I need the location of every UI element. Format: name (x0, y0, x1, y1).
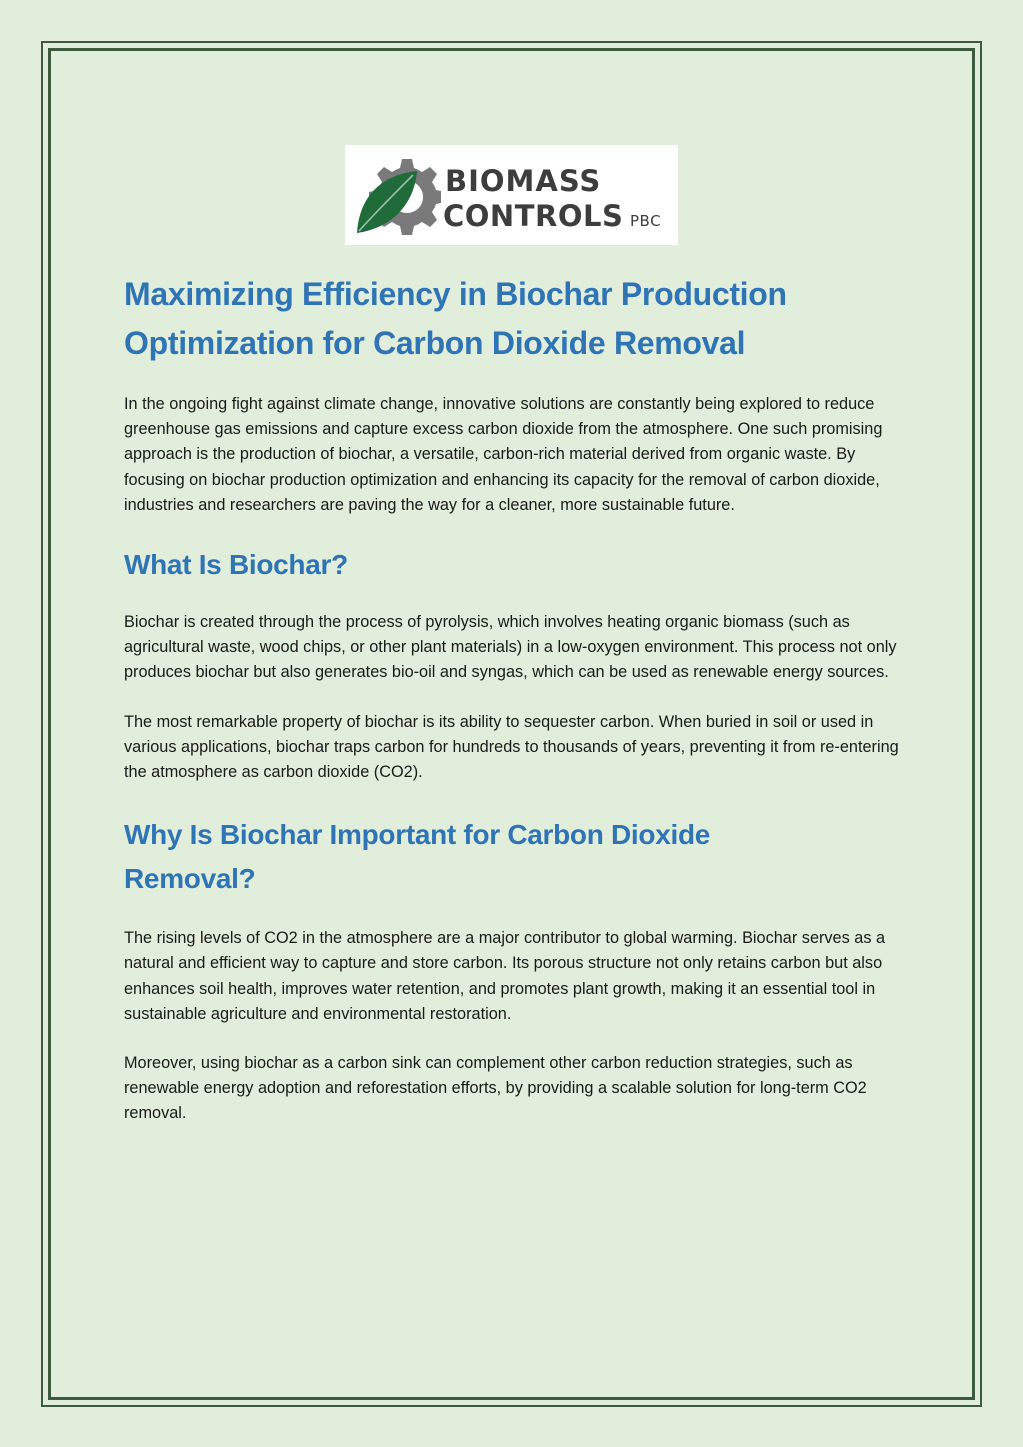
section-2-paragraph-1: The rising levels of CO2 in the atmosphere are a major contributor to global warming. Biochar serves as a natural and efficient way to capture and store carbon. Its porous structure not only retains carbon but also enhances soil health, improves water retention, and promotes plant growth, making it an essential tool in sustainable agriculture and environmental restoration. (124, 929, 886, 1023)
logo-text-biomass: BIOMASS (445, 164, 602, 198)
document-content (124, 270, 914, 1127)
title-line-1: Maximizing Efficiency in Biochar Production (124, 276, 787, 312)
gear-leaf-logo-icon (353, 153, 441, 237)
section-2-paragraph-2: Moreover, using biochar as a carbon sink can complement other carbon reduction strategies, such as renewable energy adoption and reforestation efforts, by providing a scalable solution for long-term CO2 removal. (124, 1054, 867, 1123)
company-logo (345, 145, 678, 245)
section-heading-what-is-biochar: What Is Biochar? (124, 549, 348, 581)
section-heading-why-important (124, 813, 914, 901)
intro-paragraph: In the ongoing fight against climate change, innovative solutions are constantly being explored to reduce greenhouse gas emissions and capture excess carbon dioxide from the atmosphere. One such promising approach is the production of biochar, a versatile, carbon-rich material derived from organic waste. By focusing on biochar production optimization and enhancing its capacity for the removal of carbon dioxide, industries and researchers are paving the way for a cleaner, more sustainable future. (124, 395, 883, 514)
section-2-heading-line-1: Why Is Biochar Important for Carbon Dioxide (124, 819, 711, 851)
section-2-heading-line-2: Removal? (124, 863, 256, 895)
logo-text-pbc: PBC (630, 212, 662, 230)
logo-text-controls: CONTROLS (443, 199, 624, 233)
section-1-paragraph-2: The most remarkable property of biochar is its ability to sequester carbon. When buried in soil or used in various applications, biochar traps carbon for hundreds to thousands of years, preventing it from re-entering the atmosphere as carbon dioxide (CO2). (124, 712, 899, 782)
title-line-2: Optimization for Carbon Dioxide Removal (124, 325, 746, 361)
document-title (124, 270, 914, 368)
section-1-paragraph-1: Biochar is created through the process of pyrolysis, which involves heating organic biomass (such as agricultural waste, wood chips, or other plant materials) in a low-oxygen environment. This process not only produces biochar but also generates bio-oil and syngas, which can be used as renewable energy sources. (124, 613, 897, 682)
